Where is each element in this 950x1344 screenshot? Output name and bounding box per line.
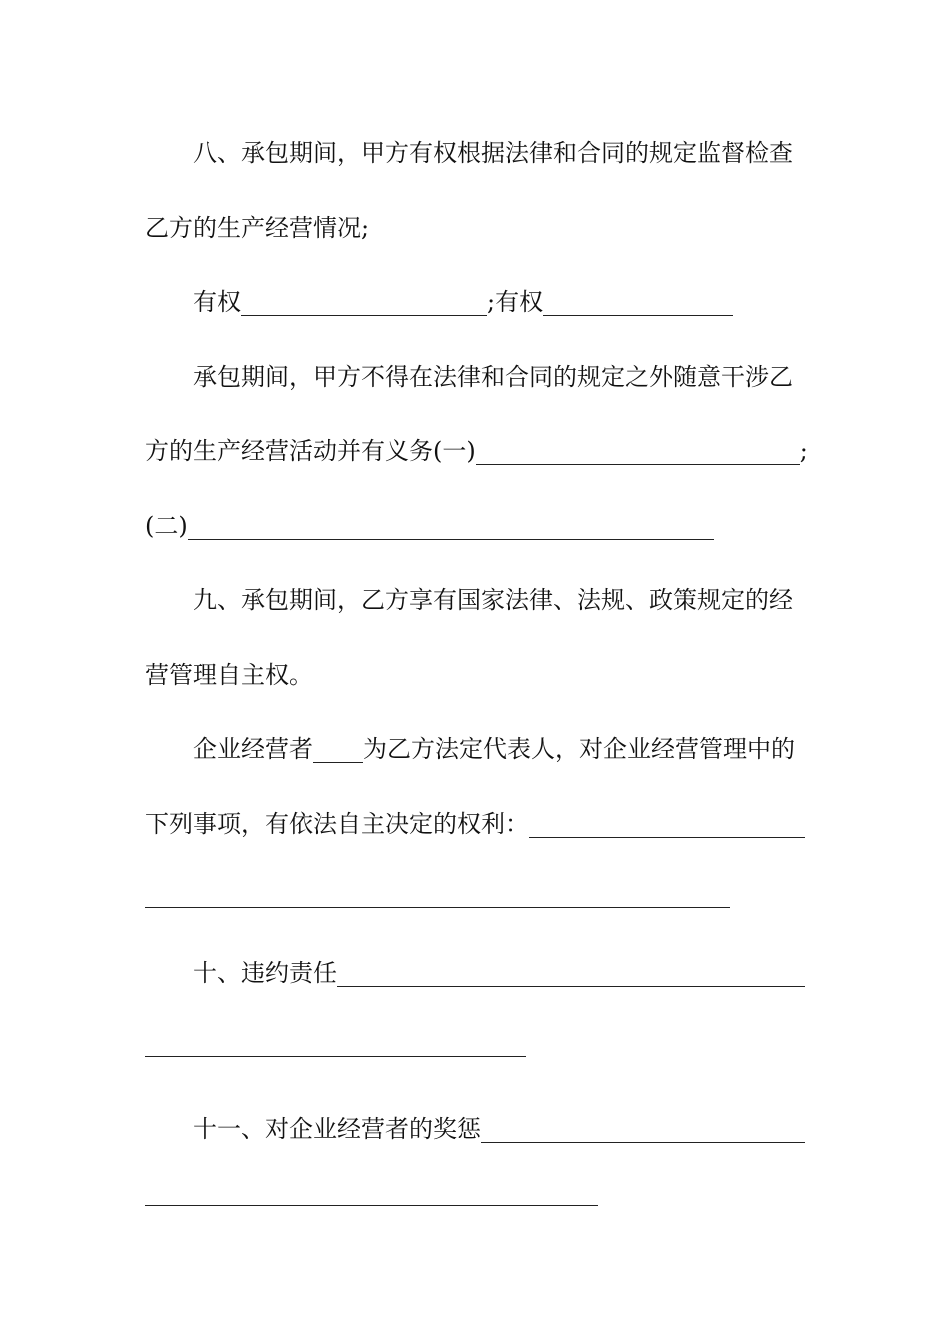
clause-8-line-1: 八、承包期间，甲方有权根据法律和合同的规定监督检查 (193, 139, 793, 167)
fill-blank[interactable] (241, 291, 487, 316)
fill-blank[interactable] (188, 515, 714, 540)
operator-line-1: 企业经营者 为乙方法定代表人，对企业经营管理中的 (193, 735, 795, 763)
clause-9-line-2: 营管理自主权。 (145, 661, 313, 689)
obligation-line-1: 承包期间，甲方不得在法律和合同的规定之外随意干涉乙 (193, 363, 793, 391)
clause-8-line-2: 乙方的生产经营情况; (145, 214, 370, 242)
clause-9-line-1: 九、承包期间，乙方享有国家法律、法规、政策规定的经 (193, 586, 793, 614)
fill-blank[interactable] (543, 291, 733, 316)
fill-blank[interactable] (145, 1056, 526, 1057)
fill-blank[interactable] (313, 738, 363, 763)
operator-line-2: 下列事项，有依法自主决定的权利： (145, 804, 805, 844)
rights-line: 有权 ;有权 (193, 282, 733, 322)
obligation-line-3: (二) (145, 506, 714, 546)
fill-blank[interactable] (481, 1118, 805, 1143)
fill-blank[interactable] (529, 813, 805, 838)
clause-11-line: 十一、对企业经营者的奖惩 (193, 1109, 805, 1149)
obligation-line-2: 方的生产经营活动并有义务(一) ; (145, 437, 808, 465)
fill-blank[interactable] (337, 962, 805, 987)
fill-blank[interactable] (476, 440, 800, 465)
fill-blank[interactable] (145, 1205, 598, 1206)
clause-10-line: 十、违约责任 (193, 953, 805, 993)
fill-blank[interactable] (145, 907, 730, 908)
